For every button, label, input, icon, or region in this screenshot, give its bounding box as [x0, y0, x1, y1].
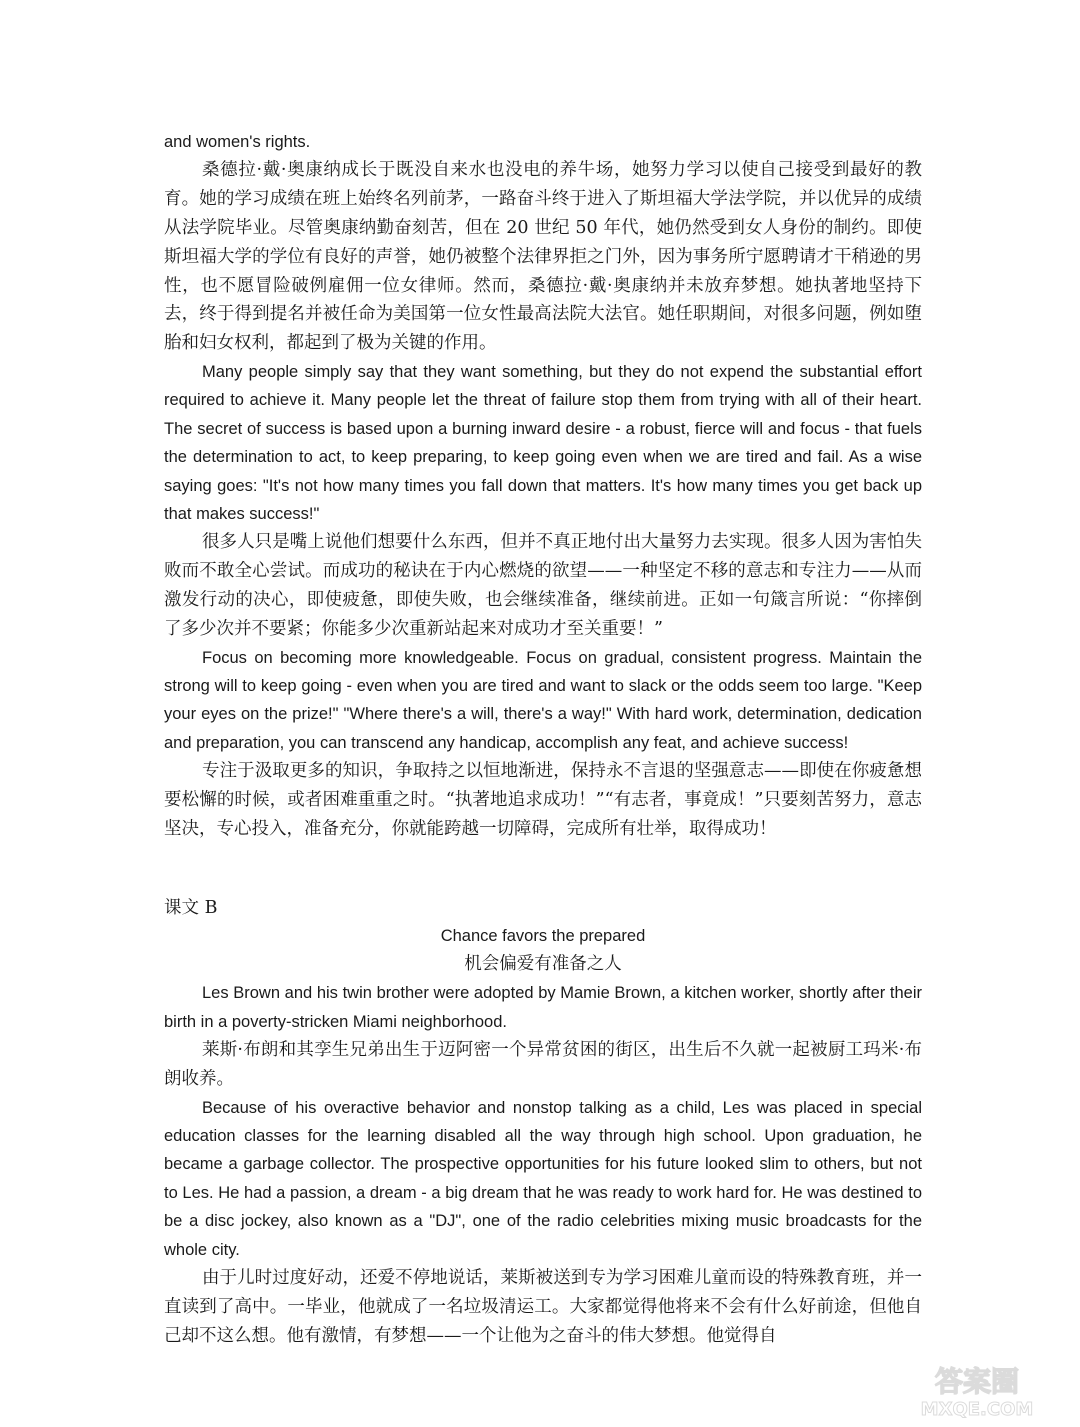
section-gap: [164, 844, 922, 894]
watermark-subtext: MXQE.COM: [920, 1399, 1034, 1420]
document-page: [164, 128, 922, 1350]
passage-a-paragraph-3-zh: 专注于汲取更多的知识，争取持之以恒地渐进，保持永不言退的坚强意志——即使在你疲惫想要松懈的时候，或者困难重重之时。“执著地追求成功！”“有志者，事竟成！”只要刻苦努力，意志坚决，专心投入，准备充分，你就能跨越一切障碍，完成所有壮举，取得成功！: [164, 761, 922, 839]
passage-a-paragraph-1-en-tail: and women's rights.: [164, 133, 311, 151]
passage-b-paragraph-1-en: Les Brown and his twin brother were adopted by Mamie Brown, a kitchen worker, shortly after their birth in a poverty-stricken Miami neighborhood.: [164, 984, 922, 1031]
passage-b-title-zh: 机会偏爱有准备之人: [464, 954, 622, 975]
passage-b-paragraph-2-en: Because of his overactive behavior and nonstop talking as a child, Les was placed in special education classes for the learning disabled all the way through high school. Upon graduation, he became a garbage collector. The prospective opportunities for his future looked slim to others, but not to Les. He had a passion, a dream - a big dream that he was ready to work hard for. He was destined to be a disc jockey, also known as a "DJ", one of the radio celebrities mixing music broadcasts for the whole city.: [164, 1098, 922, 1259]
site-watermark-logo: [882, 1361, 1072, 1421]
passage-b-paragraph-2-zh: 由于儿时过度好动，还爱不停地说话，莱斯被送到专为学习困难儿童而设的特殊教育班，并一直读到了高中。一毕业，他就成了一名垃圾清运工。大家都觉得他将来不会有什么好前途，但他自己却不这么想。他有激情，有梦想——一个让他为之奋斗的伟大梦想。他觉得自: [164, 1268, 922, 1346]
passage-b-title-en: Chance favors the prepared: [440, 927, 646, 946]
section-label: 课文 B: [164, 897, 218, 918]
passage-a-paragraph-2-en: Many people simply say that they want something, but they do not expend the substantial effort required to achieve it. Many people let the threat of failure stop them from trying with all of their heart. The secret of success is based upon a burning inward desire - a robust, fierce will and focus - that fuels the determination to act, to keep preparing, to keep going even when we are tired and fail. As a wise saying goes: "It's not how many times you fall down that matters. It's how many times you get back up that makes success!": [164, 362, 922, 524]
passage-b-paragraph-1-zh: 莱斯·布朗和其孪生兄弟出生于迈阿密一个异常贫困的街区，出生后不久就一起被厨工玛米·布朗收养。: [164, 1040, 922, 1089]
passage-a-paragraph-3-en: Focus on becoming more knowledgeable. Focus on gradual, consistent progress. Maintain the strong will to keep going - even when you are tired and want to slack or the odds seem too large. "Keep your eyes on the prize!" "Where there's a will, there's a way!" With hard work, determination, dedication and preparation, you can transcend any handicap, accomplish any feat, and achieve success!: [164, 648, 922, 752]
watermark-text: 答案圈: [934, 1365, 1020, 1398]
passage-a-paragraph-2-zh: 很多人只是嘴上说他们想要什么东西，但并不真正地付出大量努力去实现。很多人因为害怕失败而不敢全心尝试。而成功的秘诀在于内心燃烧的欲望——一种坚定不移的意志和专注力——从而激发行动的决心，即使疲惫，即使失败，也会继续准备，继续前进。正如一句箴言所说：“你摔倒了多少次并不要紧；你能多少次重新站起来对成功才至关重要！”: [164, 532, 922, 639]
passage-a-paragraph-1-zh: 桑德拉·戴·奥康纳成长于既没自来水也没电的养牛场，她努力学习以使自己接受到最好的教育。她的学习成绩在班上始终名列前茅，一路奋斗终于进入了斯坦福大学法学院，并以优异的成绩从法学院毕业。尽管奥康纳勤奋刻苦，但在 20 世纪 50 年代，她仍然受到女人身份的制约。即使斯坦福大学的学位有良好的声誉，她仍被整个法律界拒之门外，因为事务所宁愿聘请才干稍逊的男性，也不愿冒险破例雇佣一位女律师。然而，桑德拉·戴·奥康纳并未放弃梦想。她执著地坚持下去，终于得到提名并被任命为美国第一位女性最高法院大法官。她任职期间，对很多问题，例如堕胎和妇女权利，都起到了极为关键的作用。: [164, 160, 922, 354]
